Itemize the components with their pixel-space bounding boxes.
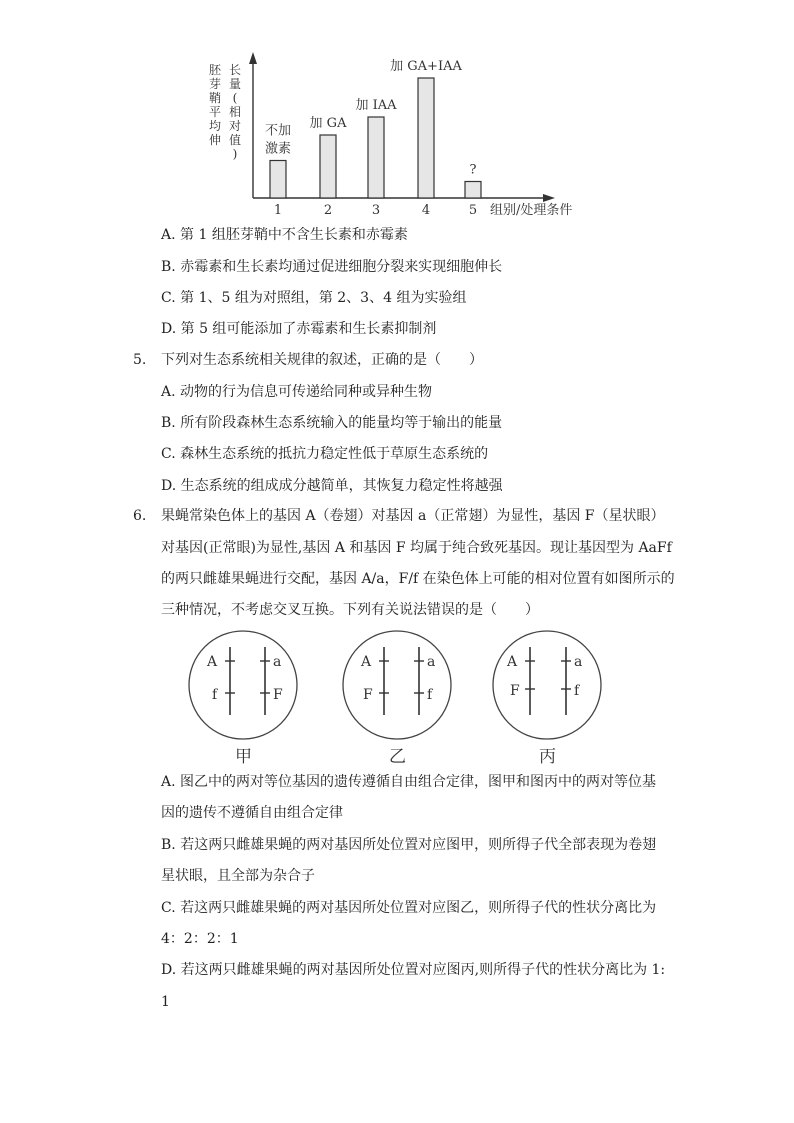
q4-option-d: D. 第 5 组可能添加了赤霉素和生长素抑制剂 bbox=[161, 321, 437, 337]
gene-label: A bbox=[361, 654, 372, 670]
diagram-caption: 乙 bbox=[389, 747, 406, 767]
gene-label: f bbox=[574, 683, 580, 699]
q6-stem-line-1: 果蝇常染色体上的基因 A（卷翅）对基因 a（正常翅）为显性，基因 F（星状眼） bbox=[161, 508, 665, 524]
gene-label: a bbox=[273, 654, 282, 670]
gene-label: a bbox=[427, 654, 436, 670]
gene-label: A bbox=[207, 654, 218, 670]
y-axis-label-right: ) bbox=[232, 147, 238, 161]
q5-option-a: A. 动物的行为信息可传递给同种或异种生物 bbox=[161, 384, 433, 400]
q6-option-d-line-2: 1 bbox=[161, 994, 170, 1010]
q6-option-b-line-2: 星状眼，且全部为杂合子 bbox=[161, 868, 315, 884]
bar bbox=[320, 135, 336, 198]
y-axis-label-right: 值 bbox=[228, 133, 242, 147]
q6-option-b-line-1: B. 若这两只雌雄果蝇的两对基因所处位置对应图甲，则所得子代全部表现为卷翅 bbox=[161, 837, 657, 853]
gene-label: A bbox=[507, 654, 518, 670]
diagram-yi bbox=[343, 631, 451, 767]
x-tick-label: 3 bbox=[371, 203, 381, 218]
bar-data-label: 激素 bbox=[264, 141, 292, 157]
q6-option-c-line-1: C. 若这两只雌雄果蝇的两对基因所处位置对应图乙，则所得子代的性状分离比为 bbox=[161, 900, 657, 916]
diagram-bing bbox=[493, 631, 601, 767]
q6-option-c-line-2: 4：2：2：1 bbox=[161, 931, 239, 947]
diagram-jia bbox=[189, 631, 297, 767]
q4-option-a: A. 第 1 组胚芽鞘中不含生长素和赤霉素 bbox=[161, 227, 408, 243]
diagram-caption: 甲 bbox=[235, 747, 252, 767]
y-axis-label-left: 均 bbox=[208, 119, 222, 133]
q6-stem-line-2: 对基因(正常眼)为显性,基因 A 和基因 F 均属于纯合致死基因。现让基因型为 AaFf bbox=[161, 540, 672, 556]
bar bbox=[418, 78, 434, 198]
y-axis-label-left: 胚 bbox=[208, 63, 222, 77]
chromosome-diagrams bbox=[185, 625, 625, 770]
q4-option-b: B. 赤霉素和生长素均通过促进细胞分裂来实现细胞伸长 bbox=[161, 259, 503, 275]
gene-label: a bbox=[574, 654, 583, 670]
x-axis-label: 组别/处理条件 bbox=[490, 203, 573, 218]
q5-option-b: B. 所有阶段森林生态系统输入的能量均等于输出的能量 bbox=[161, 415, 503, 431]
q5-number: 5. bbox=[133, 352, 147, 368]
bar bbox=[465, 182, 481, 199]
q6-option-d-line-1: D. 若这两只雌雄果蝇的两对基因所处位置对应图丙,则所得子代的性状分离比为 1: bbox=[161, 962, 666, 978]
q5-option-c: C. 森林生态系统的抵抗力稳定性低于草原生态系统的 bbox=[161, 446, 489, 462]
bar bbox=[368, 117, 384, 198]
q6-option-a-line-1: A. 图乙中的两对等位基因的遗传遵循自由组合定律，图甲和图丙中的两对等位基 bbox=[161, 774, 657, 790]
y-axis-label-right: 长 bbox=[228, 63, 242, 77]
gene-label: F bbox=[363, 687, 373, 703]
q6-number: 6. bbox=[133, 508, 147, 524]
x-tick-label: 2 bbox=[323, 203, 333, 218]
y-axis-label-left: 伸 bbox=[208, 133, 222, 147]
x-tick-label: 1 bbox=[273, 203, 283, 218]
x-axis-arrow bbox=[543, 194, 555, 202]
q6-option-a-line-2: 因的遗传不遵循自由组合定律 bbox=[161, 805, 343, 821]
x-tick-label: 5 bbox=[468, 203, 478, 218]
q4-option-c: C. 第 1、5 组为对照组，第 2、3、4 组为实验组 bbox=[161, 290, 467, 306]
gene-label: F bbox=[273, 687, 283, 703]
gene-label: f bbox=[427, 687, 433, 703]
y-axis-label-right: 对 bbox=[228, 119, 242, 133]
q5-option-d: D. 生态系统的组成成分越简单，其恢复力稳定性将越强 bbox=[161, 478, 503, 494]
diagram-caption: 丙 bbox=[539, 747, 556, 767]
bar bbox=[270, 161, 286, 199]
bar-data-label: 加 GA bbox=[309, 116, 347, 131]
bar-data-label: 不加 bbox=[264, 123, 292, 139]
bar-data-label: 加 GA+IAA bbox=[390, 59, 462, 74]
bar-data-label: 加 IAA bbox=[355, 98, 397, 113]
q6-stem-line-3: 的两只雌雄果蝇进行交配，基因 A/a，F/f 在染色体上可能的相对位置有如图所示的 bbox=[161, 571, 675, 587]
x-tick-label: 4 bbox=[421, 203, 431, 218]
y-axis-label-left: 芽 bbox=[208, 77, 222, 91]
y-axis-arrow bbox=[249, 52, 257, 64]
y-axis-label-left: 鞘 bbox=[208, 91, 222, 105]
y-axis-label-left: 平 bbox=[208, 105, 222, 119]
q5-stem: 下列对生态系统相关规律的叙述，正确的是（ ） bbox=[161, 352, 483, 368]
gene-label: F bbox=[510, 683, 520, 699]
y-axis-label-right: 量 bbox=[228, 77, 242, 91]
y-axis-label-right: 相 bbox=[228, 105, 242, 119]
q6-stem-line-4: 三种情况，不考虑交叉互换。下列有关说法错误的是（ ） bbox=[161, 602, 539, 618]
bar-chart bbox=[195, 40, 595, 220]
y-axis-label-right: ( bbox=[232, 91, 238, 105]
bar-data-label: ? bbox=[469, 162, 477, 178]
gene-label: f bbox=[212, 687, 218, 703]
